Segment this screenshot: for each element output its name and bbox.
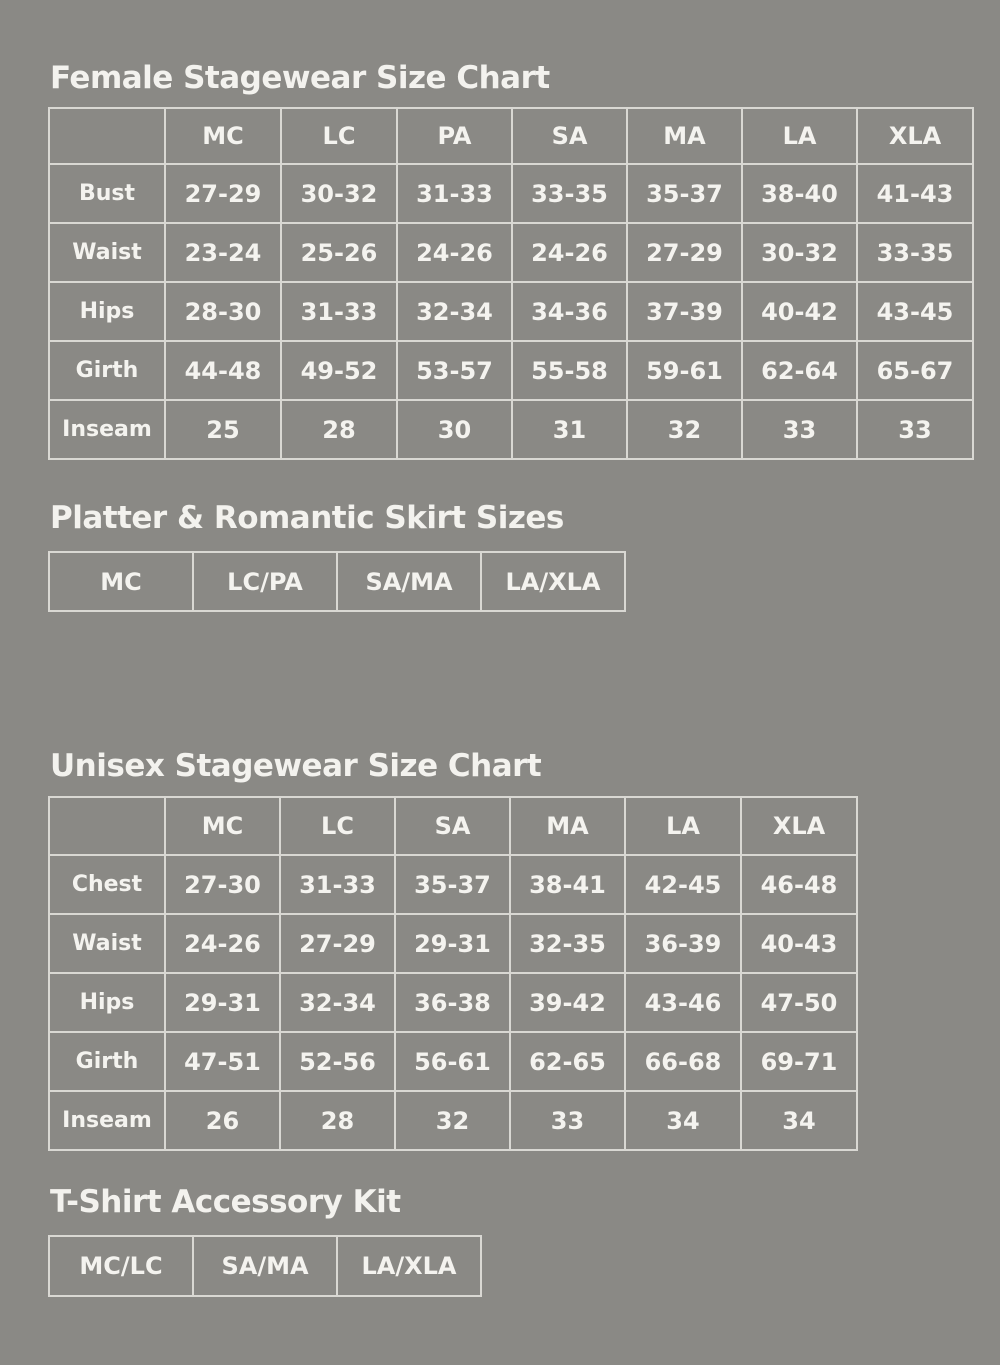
table-row xyxy=(49,552,625,611)
measurement-label: Inseam xyxy=(49,1091,165,1150)
table-cell: 34-36 xyxy=(512,282,627,341)
size-header: LC xyxy=(280,797,395,855)
table-cell: 66-68 xyxy=(625,1032,741,1091)
table-cell: 32 xyxy=(395,1091,510,1150)
table-cell: 33-35 xyxy=(857,223,973,282)
size-header: XLA xyxy=(741,797,857,855)
table-cell: 41-43 xyxy=(857,164,973,223)
table-row xyxy=(49,164,973,223)
measurement-label: Bust xyxy=(49,164,165,223)
table-row xyxy=(49,1236,481,1296)
measurement-label: Hips xyxy=(49,973,165,1032)
table-row xyxy=(49,914,857,973)
table-cell: 31-33 xyxy=(281,282,397,341)
table-cell: 27-29 xyxy=(627,223,742,282)
table-cell: 30-32 xyxy=(742,223,857,282)
table-cell: 26 xyxy=(165,1091,280,1150)
table-cell: 31-33 xyxy=(280,855,395,914)
table-cell: 62-65 xyxy=(510,1032,625,1091)
size-header: LA xyxy=(742,108,857,164)
table-cell: 31 xyxy=(512,400,627,459)
table-cell: 34 xyxy=(741,1091,857,1150)
female-size-table xyxy=(48,107,974,460)
table-cell: 42-45 xyxy=(625,855,741,914)
table-cell: 30-32 xyxy=(281,164,397,223)
size-header: LC xyxy=(281,108,397,164)
size-header: SA xyxy=(512,108,627,164)
measurement-label: Chest xyxy=(49,855,165,914)
table-header-row xyxy=(49,108,973,164)
table-cell: 53-57 xyxy=(397,341,512,400)
table-cell: 36-38 xyxy=(395,973,510,1032)
size-header: MA xyxy=(510,797,625,855)
table-cell: 39-42 xyxy=(510,973,625,1032)
table-cell: 23-24 xyxy=(165,223,281,282)
table-row xyxy=(49,973,857,1032)
table-cell: 32-34 xyxy=(280,973,395,1032)
table-cell: 33 xyxy=(742,400,857,459)
table-cell: 33 xyxy=(857,400,973,459)
table-cell: 38-40 xyxy=(742,164,857,223)
table-cell: 62-64 xyxy=(742,341,857,400)
table-cell: MC/LC xyxy=(49,1236,193,1296)
table-cell: 32 xyxy=(627,400,742,459)
table-cell: 65-67 xyxy=(857,341,973,400)
table-cell: 55-58 xyxy=(512,341,627,400)
size-header: LA xyxy=(625,797,741,855)
table-cell: 24-26 xyxy=(397,223,512,282)
table-row xyxy=(49,855,857,914)
table-cell: 43-46 xyxy=(625,973,741,1032)
table-cell: 40-42 xyxy=(742,282,857,341)
table-cell: 24-26 xyxy=(512,223,627,282)
table-cell: 33-35 xyxy=(512,164,627,223)
size-header: SA xyxy=(395,797,510,855)
table-cell: 27-29 xyxy=(165,164,281,223)
table-cell: LC/PA xyxy=(193,552,337,611)
measurement-label: Girth xyxy=(49,1032,165,1091)
table-row xyxy=(49,400,973,459)
skirt-size-table xyxy=(48,551,626,612)
table-cell: 44-48 xyxy=(165,341,281,400)
measurement-label: Waist xyxy=(49,914,165,973)
table-cell: 35-37 xyxy=(395,855,510,914)
table-cell: 25 xyxy=(165,400,281,459)
table-cell: 52-56 xyxy=(280,1032,395,1091)
table-cell: 43-45 xyxy=(857,282,973,341)
table-cell: 28 xyxy=(280,1091,395,1150)
table-cell: 47-50 xyxy=(741,973,857,1032)
table-cell: 49-52 xyxy=(281,341,397,400)
table-cell: MC xyxy=(49,552,193,611)
table-cell: 27-30 xyxy=(165,855,280,914)
table-cell: 24-26 xyxy=(165,914,280,973)
table-cell: 32-35 xyxy=(510,914,625,973)
table-cell: 59-61 xyxy=(627,341,742,400)
table-cell: LA/XLA xyxy=(481,552,625,611)
table-cell: 28 xyxy=(281,400,397,459)
measurement-label: Girth xyxy=(49,341,165,400)
table-row xyxy=(49,1032,857,1091)
table-cell: SA/MA xyxy=(337,552,481,611)
table-row xyxy=(49,1091,857,1150)
table-cell: 38-41 xyxy=(510,855,625,914)
corner-cell xyxy=(49,108,165,164)
table-cell: 27-29 xyxy=(280,914,395,973)
table-cell: 25-26 xyxy=(281,223,397,282)
size-header: XLA xyxy=(857,108,973,164)
table-header-row xyxy=(49,797,857,855)
table-cell: 34 xyxy=(625,1091,741,1150)
tshirt-size-table xyxy=(48,1235,482,1297)
table-cell: 56-61 xyxy=(395,1032,510,1091)
table-cell: 35-37 xyxy=(627,164,742,223)
table-cell: 37-39 xyxy=(627,282,742,341)
table-cell: 40-43 xyxy=(741,914,857,973)
table-cell: 46-48 xyxy=(741,855,857,914)
table-cell: 31-33 xyxy=(397,164,512,223)
table-cell: LA/XLA xyxy=(337,1236,481,1296)
size-header: MC xyxy=(165,797,280,855)
unisex-chart-title: Unisex Stagewear Size Chart xyxy=(50,748,542,784)
table-cell: 32-34 xyxy=(397,282,512,341)
table-cell: 47-51 xyxy=(165,1032,280,1091)
tshirt-kit-title: T-Shirt Accessory Kit xyxy=(50,1184,401,1220)
table-row xyxy=(49,282,973,341)
size-header: PA xyxy=(397,108,512,164)
measurement-label: Hips xyxy=(49,282,165,341)
female-chart-title: Female Stagewear Size Chart xyxy=(50,60,550,96)
size-header: MC xyxy=(165,108,281,164)
table-row xyxy=(49,223,973,282)
corner-cell xyxy=(49,797,165,855)
table-cell: 33 xyxy=(510,1091,625,1150)
size-header: MA xyxy=(627,108,742,164)
measurement-label: Inseam xyxy=(49,400,165,459)
table-cell: 30 xyxy=(397,400,512,459)
table-cell: 69-71 xyxy=(741,1032,857,1091)
measurement-label: Waist xyxy=(49,223,165,282)
table-row xyxy=(49,341,973,400)
table-cell: 36-39 xyxy=(625,914,741,973)
table-cell: SA/MA xyxy=(193,1236,337,1296)
table-cell: 28-30 xyxy=(165,282,281,341)
table-cell: 29-31 xyxy=(395,914,510,973)
unisex-size-table xyxy=(48,796,858,1151)
skirt-sizes-title: Platter & Romantic Skirt Sizes xyxy=(50,500,564,536)
table-cell: 29-31 xyxy=(165,973,280,1032)
